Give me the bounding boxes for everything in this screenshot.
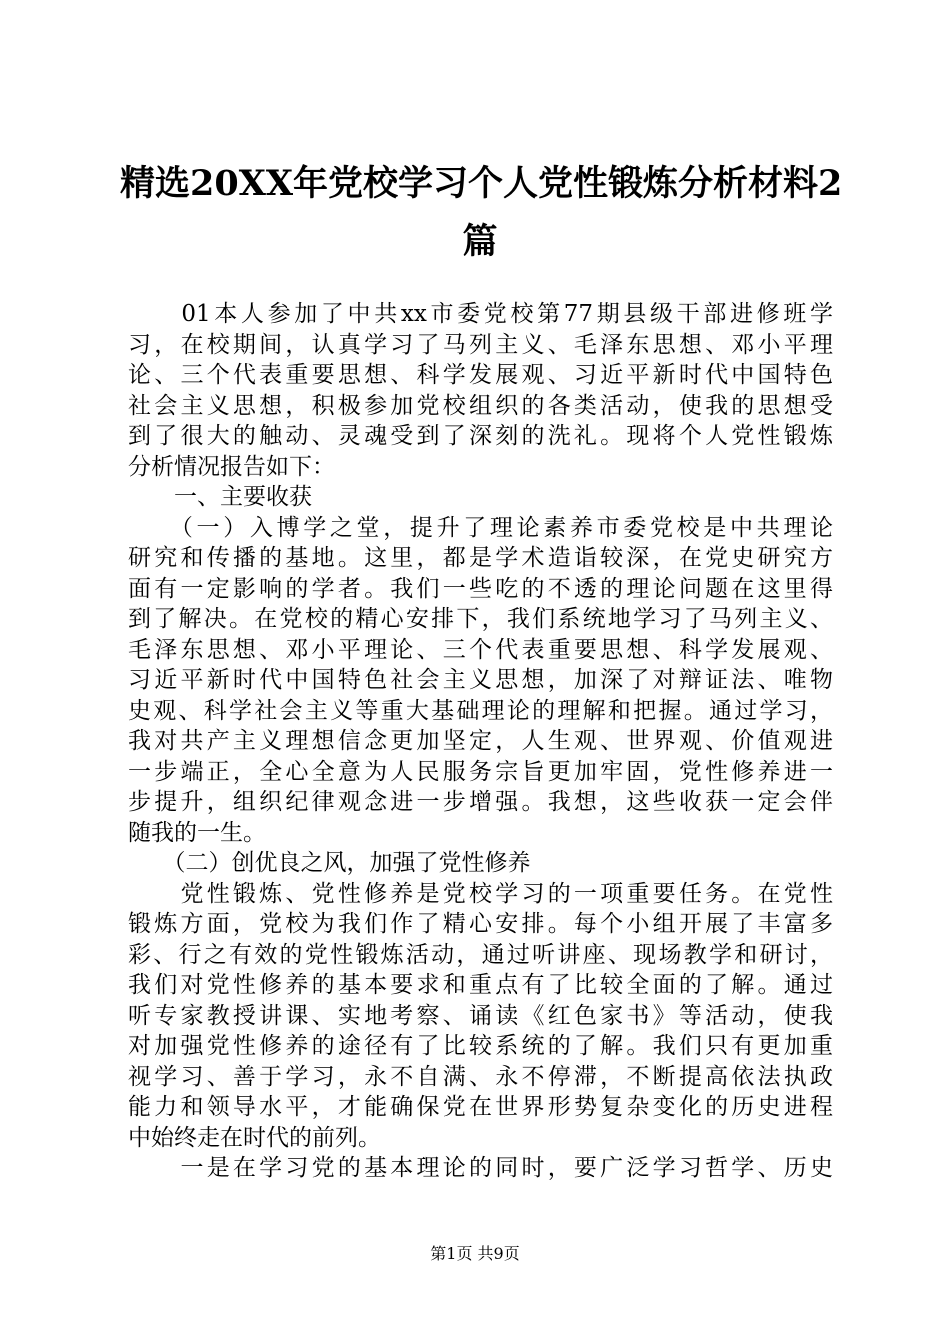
document-body	[128, 299, 833, 1184]
body-text-line: （一）入博学之堂，提升了理论素养市委党校是中共理论	[128, 514, 833, 541]
body-text-line: 分析情况报告如下：	[128, 453, 335, 480]
page-footer: 第1页 共9页	[430, 1244, 520, 1263]
body-text-line: 锻炼方面，党校为我们作了精心安排。每个小组开展了丰富多	[128, 911, 833, 937]
document-title-line-1: 精选20XX年党校学习个人党性锻炼分析材料2	[120, 163, 843, 204]
body-text-line: 对加强党性修养的途径有了比较系统的了解。我们只有更加重	[128, 1033, 833, 1059]
body-text-line: 习，在校期间，认真学习了马列主义、毛泽东思想、邓小平理	[128, 331, 833, 358]
body-text-line: 一是在学习党的基本理论的同时，要广泛学习哲学、历史	[128, 1155, 833, 1181]
body-text-line: 能力和领导水平，才能确保党在世界形势复杂变化的历史进程	[128, 1094, 833, 1120]
body-text-line: 随我的一生。	[128, 819, 266, 846]
body-text-line: （二）创优良之风，加强了党性修养	[128, 850, 531, 876]
body-text-line: 毛泽东思想、邓小平理论、三个代表重要思想、科学发展观、	[128, 636, 833, 663]
body-text-line: 视学习、善于学习，永不自满、永不停滞，不断提高依法执政	[128, 1063, 833, 1090]
body-text-line: 党性锻炼、党性修养是党校学习的一项重要任务。在党性	[128, 880, 833, 907]
body-text-line: 我们对党性修养的基本要求和重点有了比较全面的了解。通过	[128, 972, 833, 998]
body-text-line: 一步端正，全心全意为人民服务宗旨更加牢固，党性修养进一	[128, 758, 833, 785]
body-text-line: 中始终走在时代的前列。	[128, 1124, 381, 1151]
body-text-line: 01本人参加了中共xx市委党校第77期县级干部进修班学	[128, 301, 833, 327]
body-text-line: 一、主要收获	[128, 484, 312, 510]
body-text-line: 面有一定影响的学者。我们一些吃的不透的理论问题在这里得	[128, 575, 833, 602]
body-text-line: 听专家教授讲课、实地考察、诵读《红色家书》等活动，使我	[128, 1002, 833, 1029]
body-text-line: 习近平新时代中国特色社会主义思想，加深了对辩证法、唯物	[128, 667, 833, 693]
body-text-line: 步提升，组织纪律观念进一步增强。我想，这些收获一定会伴	[128, 789, 833, 815]
document-title-line-2: 篇	[462, 221, 498, 262]
body-text-line: 论、三个代表重要思想、科学发展观、习近平新时代中国特色	[128, 362, 833, 388]
body-text-line: 我对共产主义理想信念更加坚定，人生观、世界观、价值观进	[128, 728, 833, 754]
body-text-line: 到了很大的触动、灵魂受到了深刻的洗礼。现将个人党性锻炼	[128, 423, 833, 449]
body-text-line: 研究和传播的基地。这里，都是学术造诣较深，在党史研究方	[128, 545, 833, 571]
body-text-line: 到了解决。在党校的精心安排下，我们系统地学习了马列主义、	[128, 606, 833, 632]
body-text-line: 史观、科学社会主义等重大基础理论的理解和把握。通过学习，	[128, 697, 833, 724]
body-text-line: 社会主义思想，积极参加党校组织的各类活动，使我的思想受	[128, 392, 833, 419]
body-text-line: 彩、行之有效的党性锻炼活动，通过听讲座、现场教学和研讨，	[128, 941, 833, 968]
